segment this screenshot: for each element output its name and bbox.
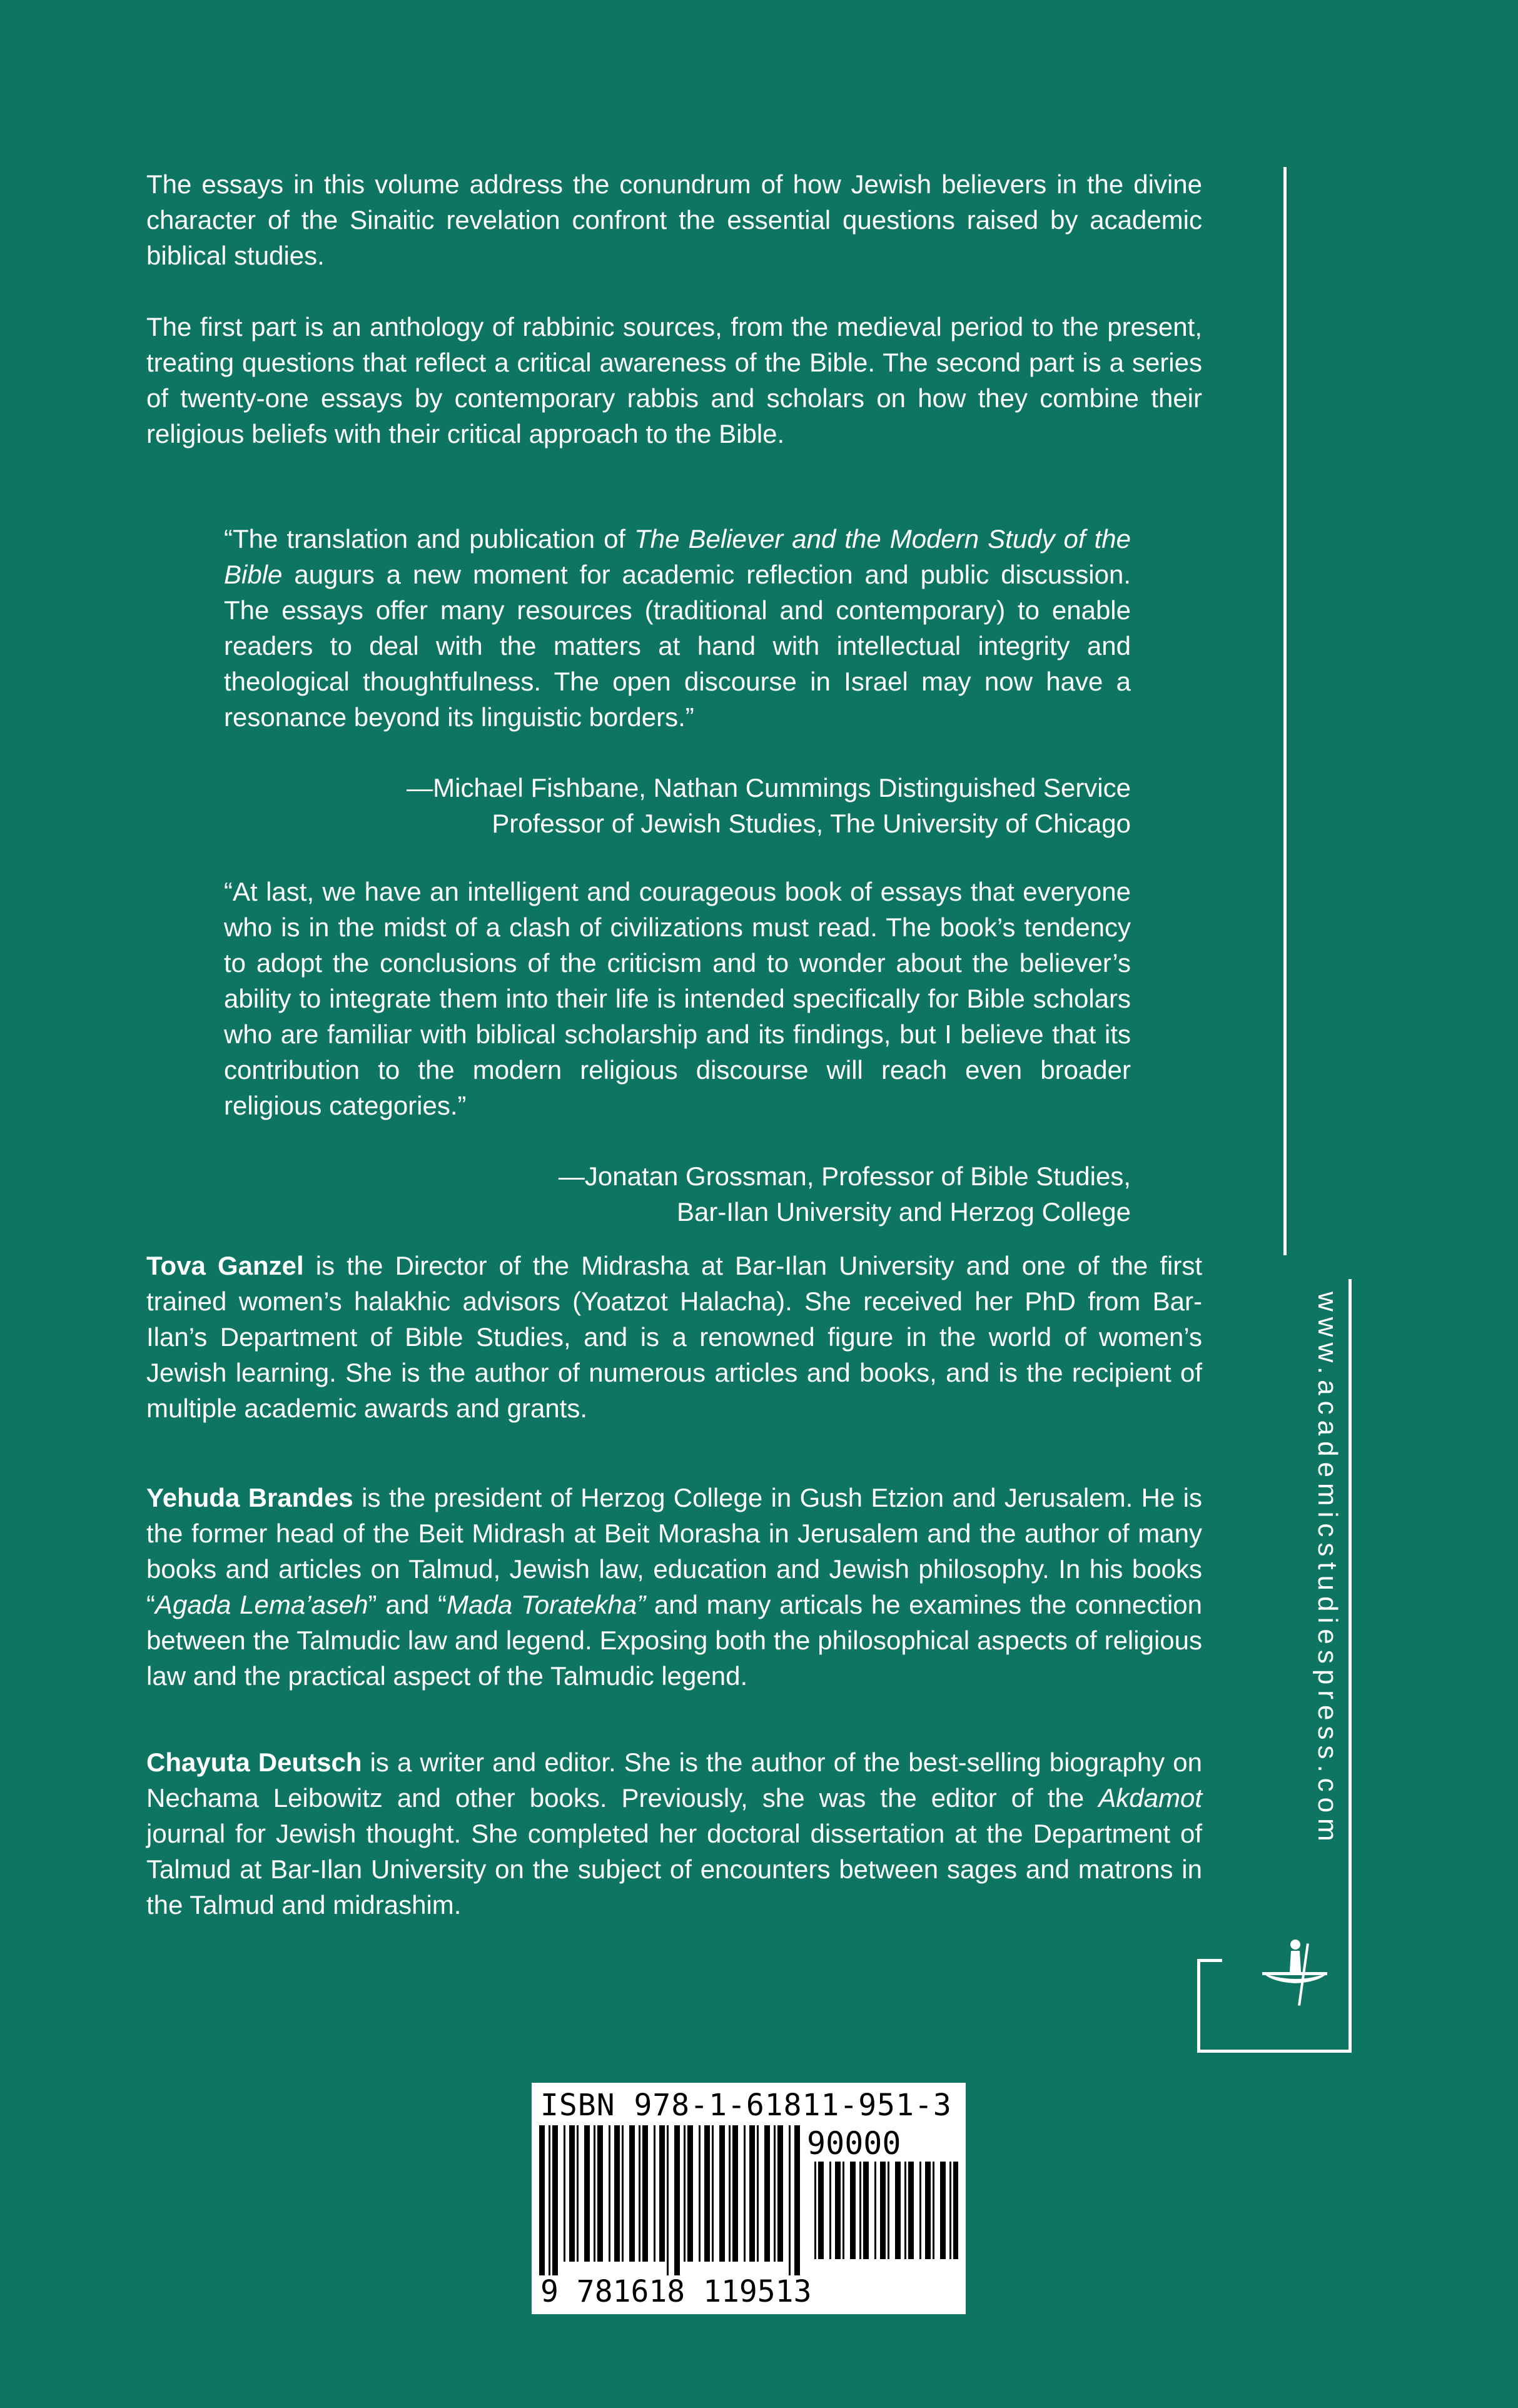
bio-text: journal for Jewish thought. She completed her doctoral dissertation at the Department of Talmud at Bar-Ilan University on the subject of encounters between sages and matrons in the Talmud and midrashim. xyxy=(146,1819,1202,1920)
barcode-bar xyxy=(908,2162,914,2259)
barcode-bar xyxy=(552,2125,558,2275)
barcode-bar xyxy=(895,2162,901,2259)
frame-line-left-lower xyxy=(1197,1959,1200,2053)
attribution-line: Bar-Ilan University and Herzog College xyxy=(677,1197,1131,1227)
barcode-bar xyxy=(729,2125,731,2262)
attribution-line: —Jonatan Grossman, Professor of Bible Studies, xyxy=(558,1161,1131,1191)
barcode-bar xyxy=(597,2125,603,2262)
barcode-bar xyxy=(949,2162,951,2259)
bio-text: is the president of Herzog College in Gush Etzion and Jerusalem. He is the former head of the Beit Midrash at Beit Morasha in Jerusalem and the author of many books and articles on Talmud, Jewish law, education and Jewish philosophy. In his books “ xyxy=(146,1483,1202,1619)
publisher-url: www.academicstudiespress.com xyxy=(1312,1292,1343,1847)
barcode-bar xyxy=(584,2125,590,2262)
author-name: Chayuta Deutsch xyxy=(146,1748,362,1777)
barcode-bar xyxy=(549,2125,550,2275)
barcode-addon-bars xyxy=(814,2162,958,2273)
barcode-bar xyxy=(777,2125,783,2262)
structure-paragraph: The first part is an anthology of rabbinic sources, from the medieval period to the present, treating questions that reflect a critical awareness of the Bible. The second part is a series of twenty-one essays by contemporary rabbis and scholars on how they combine their religious beliefs with their critical approach to the Bible. xyxy=(146,312,1202,448)
bio-text: ” and “ xyxy=(368,1590,447,1619)
barcode-bar xyxy=(687,2125,693,2262)
quote-open: “The translation and publication of xyxy=(224,524,635,554)
barcode-bar xyxy=(749,2125,755,2262)
barcode-bar xyxy=(712,2125,714,2262)
barcode-bar xyxy=(642,2125,648,2262)
barcode-bar xyxy=(829,2162,831,2259)
frame-line-bottom xyxy=(1197,2050,1352,2053)
isbn-label: ISBN 978-1-61811-951-3 xyxy=(540,2088,952,2123)
endorsement-fishbane-quote xyxy=(224,521,1131,735)
book-title: The Believer and the Modern Study of the Bible xyxy=(224,524,1131,589)
barcode-bar xyxy=(794,2125,800,2275)
book-title: Mada Toratekha” xyxy=(447,1590,646,1619)
barcode-bar xyxy=(859,2162,861,2259)
price-code: 90000 xyxy=(807,2125,901,2162)
barcode-bar xyxy=(835,2162,841,2259)
barcode-bar xyxy=(933,2162,934,2259)
bio-text: is the Director of the Midrasha at Bar-Ilan University and one of the first trained women’s halakhic advisors (Yoatzot Halacha). She received her PhD from Bar-Ilan’s Department of Bible Studies, and is a renowned figure in the world of women’s Jewish learning. She is the author of numerous articles and books, and is the recipient of multiple academic awards and grants. xyxy=(146,1251,1202,1423)
boat-rower-icon xyxy=(1261,1936,1330,2017)
bio-yehuda-brandes xyxy=(146,1480,1202,1694)
barcode-main-bars xyxy=(539,2125,802,2275)
barcode-bar xyxy=(925,2162,931,2259)
barcode-bar xyxy=(764,2125,770,2262)
attribution-line: Professor of Jewish Studies, The University of Chicago xyxy=(492,809,1131,838)
barcode-bar xyxy=(757,2125,759,2262)
barcode-bar xyxy=(789,2125,791,2275)
barcode-bar xyxy=(564,2125,565,2262)
frame-line-upper xyxy=(1283,167,1287,1255)
endorsement-grossman-attribution xyxy=(224,1158,1131,1230)
barcode-bar xyxy=(874,2162,876,2259)
bio-tova-ganzel xyxy=(146,1248,1202,1426)
endorsement-grossman-quote: “At last, we have an intelligent and courageous book of essays that everyone who is in the midst of a clash of civilizations must read. The book’s tendency to adopt the conclusions of the criticism and to wonder about the believer’s ability to integrate them into their life is intended specifically for Bible scholars who are familiar with biblical scholarship and its findings, but I believe that its contribution to the modern religious discourse will reach even broader religious categories.” xyxy=(224,877,1131,1120)
barcode-bar xyxy=(639,2125,640,2262)
barcode-bar xyxy=(850,2162,856,2259)
intro-paragraph: The essays in this volume address the conundrum of how Jewish believers in the divine character of the Sinaitic revelation confront the essential questions raised by academic biblical studies. xyxy=(146,169,1202,270)
bio-text: and many articals he examines the connection between the Talmudic law and legend. Exposing both the philosophical aspects of religious law and the practical aspect of the Talmudic legend. xyxy=(146,1590,1203,1691)
barcode-bar xyxy=(684,2125,686,2262)
barcode-bar xyxy=(654,2125,655,2262)
barcode-bar xyxy=(539,2125,545,2275)
attribution-line: —Michael Fishbane, Nathan Cummings Distinguished Service xyxy=(407,773,1131,802)
author-name: Tova Ganzel xyxy=(146,1251,304,1280)
barcode-bar xyxy=(659,2125,665,2262)
barcode-bar xyxy=(919,2162,921,2259)
frame-line-right xyxy=(1348,1279,1352,2053)
bio-chayuta-deutsch xyxy=(146,1744,1202,1923)
barcode-bar xyxy=(609,2125,610,2262)
barcode-bar xyxy=(629,2125,635,2262)
frame-line-short xyxy=(1197,1959,1222,1962)
barcode-bar xyxy=(699,2125,701,2262)
barcode-bar xyxy=(704,2125,710,2262)
barcode-bar xyxy=(880,2162,886,2259)
author-name: Yehuda Brandes xyxy=(146,1483,353,1512)
barcode-bar xyxy=(814,2162,816,2259)
barcode-bar xyxy=(863,2162,869,2259)
barcode-bar xyxy=(940,2162,946,2259)
barcode-bar xyxy=(614,2125,620,2262)
barcode-bar xyxy=(577,2125,579,2262)
barcode-bar xyxy=(904,2162,906,2259)
barcode-bar xyxy=(774,2125,776,2262)
isbn-barcode xyxy=(532,2083,966,2314)
barcode-bar xyxy=(622,2125,624,2262)
barcode-bar xyxy=(594,2125,595,2262)
journal-title: Akdamot xyxy=(1098,1783,1202,1813)
barcode-bar xyxy=(667,2125,669,2275)
endorsement-fishbane-attribution xyxy=(224,770,1131,841)
barcode-bar xyxy=(732,2125,738,2262)
barcode-bar xyxy=(818,2162,824,2259)
barcode-bar xyxy=(569,2125,575,2262)
barcode-bar xyxy=(719,2125,725,2262)
quote-rest: augurs a new moment for academic reflection and public discussion. The essays offer many resources (traditional and contemporary) to enable readers to deal with the matters at hand with intellectual integrity and theological thoughtfulness. The open discourse in Israel may now have a resonance beyond its linguistic borders.” xyxy=(224,560,1131,732)
barcode-bar xyxy=(888,2162,889,2259)
barcode-bar xyxy=(953,2162,958,2259)
barcode-bar xyxy=(674,2125,680,2275)
bio-text: is a writer and editor. She is the author of the best-selling biography on Nechama Leibowitz and other books. Previously, she was the editor of the xyxy=(146,1748,1203,1813)
barcode-bar xyxy=(842,2162,844,2259)
book-title: Agada Lema’aseh xyxy=(155,1590,368,1619)
barcode-digits: 9 781618 119513 xyxy=(540,2274,812,2309)
barcode-bar xyxy=(744,2125,746,2262)
